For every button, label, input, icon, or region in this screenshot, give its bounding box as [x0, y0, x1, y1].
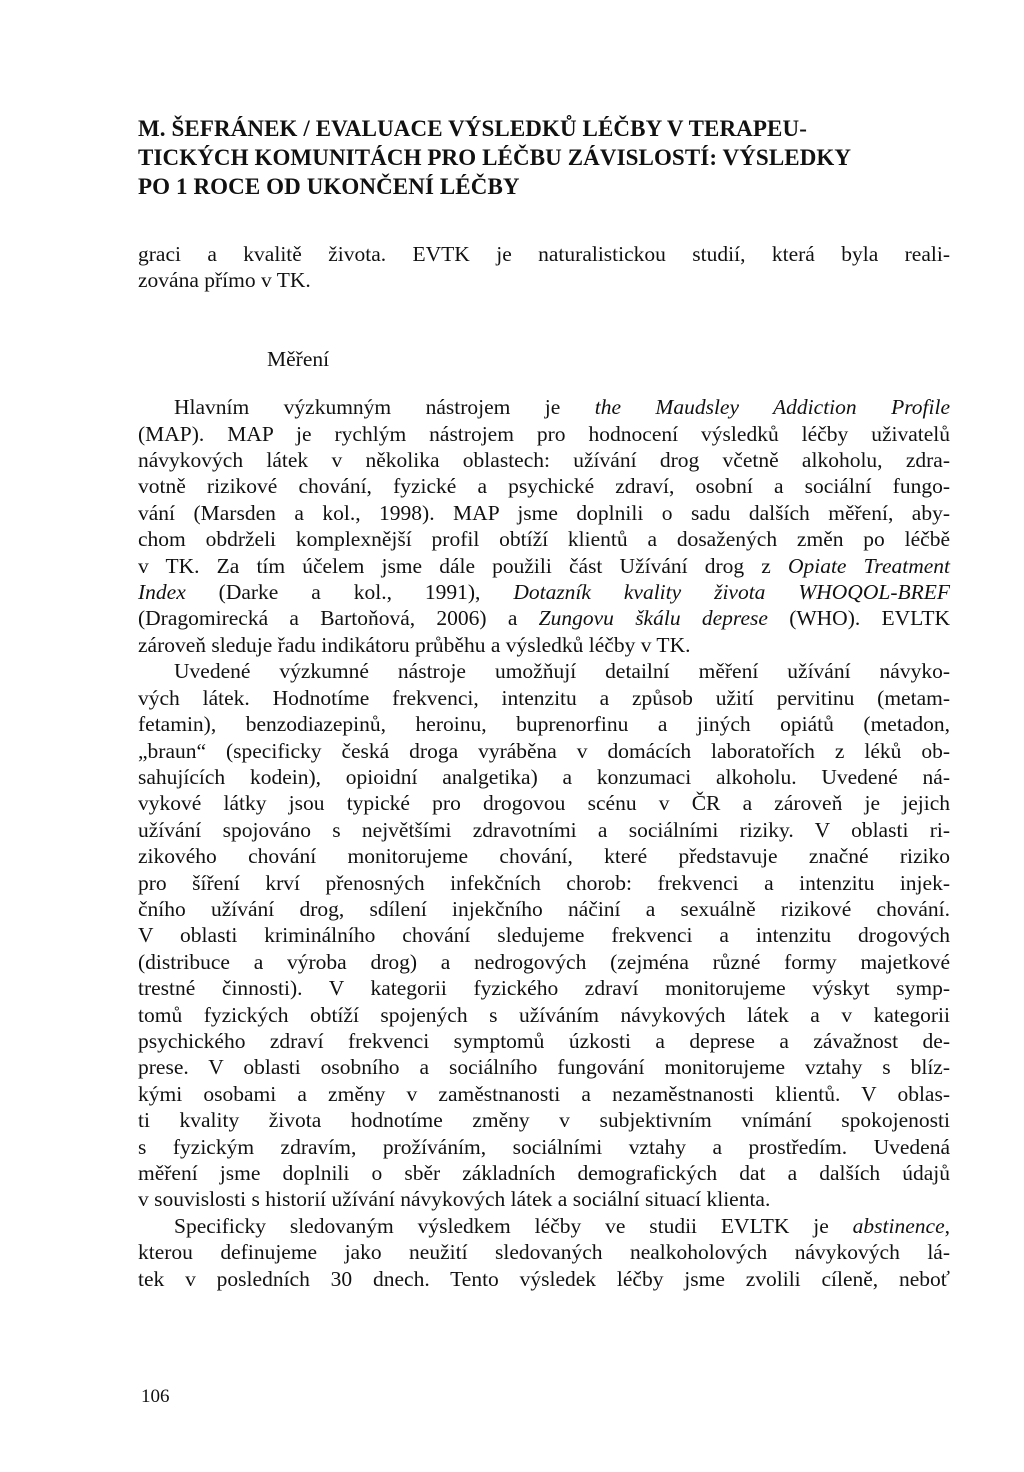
text-line: prese. V oblasti osobního a sociálního fungování monitorujeme vztahy s blíz- — [138, 1055, 950, 1080]
text-line — [138, 579, 950, 605]
text-line: „braun“ (specificky česká droga vyráběna v domácích laboratořích z léků ob- — [138, 738, 950, 763]
page-content — [138, 114, 950, 1292]
text-line: kými osobami a změny v zaměstnanosti a nezaměstnanosti klientů. V oblas- — [138, 1081, 950, 1106]
text-line: měření jsme doplnili o sběr základních demografických dat a dalších údajů — [138, 1161, 950, 1185]
running-head-line: PO 1 ROCE OD UKONČENÍ LÉČBY — [138, 174, 520, 199]
text-line: vání (Marsden a kol., 1998). MAP jsme doplnili o sadu dalších měření, aby- — [138, 500, 950, 525]
text-line: v souvislosti s historií užívání návykových látek a sociální situací klienta. — [138, 1187, 771, 1212]
text-line: užívání spojováno s největšími zdravotními a sociálními riziky. V oblasti ri- — [138, 817, 950, 842]
text-line: votně rizikové chování, fyzické a psychické zdraví, osobní a sociální fungo- — [138, 474, 950, 499]
text-line: tomů fyzických obtíží spojených s užíváním návykových látek a v kategorii — [138, 1002, 950, 1027]
text-line: zároveň sleduje řadu indikátoru průběhu a výsledků léčby v TK. — [138, 632, 691, 657]
running-head-line: TICKÝCH KOMUNITÁCH PRO LÉČBU ZÁVISLOSTÍ: VÝSLEDKY — [138, 145, 852, 170]
text-line: zikového chování monitorujeme chování, které představuje značné riziko — [138, 844, 950, 869]
text-line: Uvedené výzkumné nástroje umožňují detailní měření užívání návyko- — [174, 659, 950, 684]
text-line: čního užívání drog, sdílení injekčního náčiní a sexuálně rizikové chování. — [138, 896, 950, 921]
text-line: vykové látky jsou typické pro drogovou scénu v ČR a zároveň je jejich — [138, 791, 950, 816]
text-span: (WHO). EVLTK — [767, 606, 950, 631]
text-span: (Dragomirecká a Bartoňová, 2006) a — [138, 606, 539, 631]
paragraph-measurement-3 — [138, 1213, 950, 1292]
text-span: (Darke a kol., 1991), — [185, 580, 514, 605]
text-line: vých látek. Hodnotíme frekvenci, intenzitu a způsob užití pervitinu (metam- — [138, 685, 950, 710]
text-line: s fyzickým zdravím, prožíváním, sociálními vztahy a prostředím. Uvedená — [138, 1134, 950, 1159]
text-span: v TK. Za tím účelem jsme dále použili část Užívání drog z — [138, 553, 788, 578]
text-line: kterou definujeme jako neužití sledovaných nealkoholových návykových lá- — [138, 1240, 950, 1265]
text-line: návykových látek v několika oblastech: užívání drog včetně alkoholu, zdra- — [138, 448, 950, 473]
running-head — [138, 114, 950, 201]
italic-title: Index — [138, 580, 186, 605]
text-line: chom obdrželi komplexnější profil obtíží klientů a dosažených změn po léčbě — [138, 527, 950, 552]
text-line: ti kvality života hodnotíme změny v subjektivním vnímání spokojenosti — [138, 1108, 950, 1133]
italic-title: the Maudsley Addiction Profile — [594, 395, 950, 420]
text-line: (MAP). MAP je rychlým nástrojem pro hodnocení výsledků léčby uživatelů — [138, 421, 950, 446]
intro-paragraph — [138, 241, 950, 294]
italic-title: Opiate Treatment — [787, 553, 950, 578]
page-number: 106 — [141, 1386, 170, 1407]
text-line — [138, 553, 950, 579]
text-line: (distribuce a výroba drog) a nedrogových (zejména různé formy majetkové — [138, 949, 950, 974]
text-line: fetamin), benzodiazepinů, heroinu, buprenorfinu a jiných opiátů (metadon, — [138, 712, 950, 737]
italic-title: Zungovu škálu deprese — [538, 606, 768, 631]
italic-term: abstinence — [852, 1213, 945, 1238]
text-line: trestné činnosti). V kategorii fyzického zdraví monitorujeme výskyt symp- — [138, 976, 950, 1001]
text-line: tek v posledních 30 dnech. Tento výsledek léčby jsme zvolili cíleně, neboť — [138, 1266, 950, 1291]
paragraph-measurement-1 — [138, 394, 950, 658]
paragraph-measurement-2 — [138, 658, 950, 1213]
running-head-line: M. ŠEFRÁNEK / EVALUACE VÝSLEDKŮ LÉČBY V TERAPEU- — [138, 116, 807, 141]
text-line: zována přímo v TK. — [138, 268, 311, 293]
text-line — [138, 1213, 950, 1239]
text-line — [138, 394, 950, 420]
text-line: sahujících kodein), opioidní analgetika) a konzumaci alkoholu. Uvedené ná- — [138, 764, 950, 789]
text-line — [138, 605, 950, 631]
section-title: Měření — [267, 346, 330, 371]
text-span: Hlavním výzkumným nástrojem je — [174, 395, 595, 420]
text-line: V oblasti kriminálního chování sledujeme frekvenci a intenzitu drogových — [138, 923, 950, 948]
text-line: pro šíření krví přenosných infekčních chorob: frekvenci a intenzitu injek- — [138, 870, 950, 895]
text-span: Specificky sledovaným výsledkem léčby ve studii EVLTK je — [174, 1213, 853, 1238]
text-line: graci a kvalitě života. EVTK je naturalistickou studií, která byla reali- — [138, 242, 950, 266]
text-line: psychického zdraví frekvenci symptomů úzkosti a deprese a závažnost de- — [138, 1028, 950, 1053]
italic-title: Dotazník kvality života WHOQOL-BREF — [513, 580, 951, 605]
text-span: , — [944, 1213, 950, 1238]
